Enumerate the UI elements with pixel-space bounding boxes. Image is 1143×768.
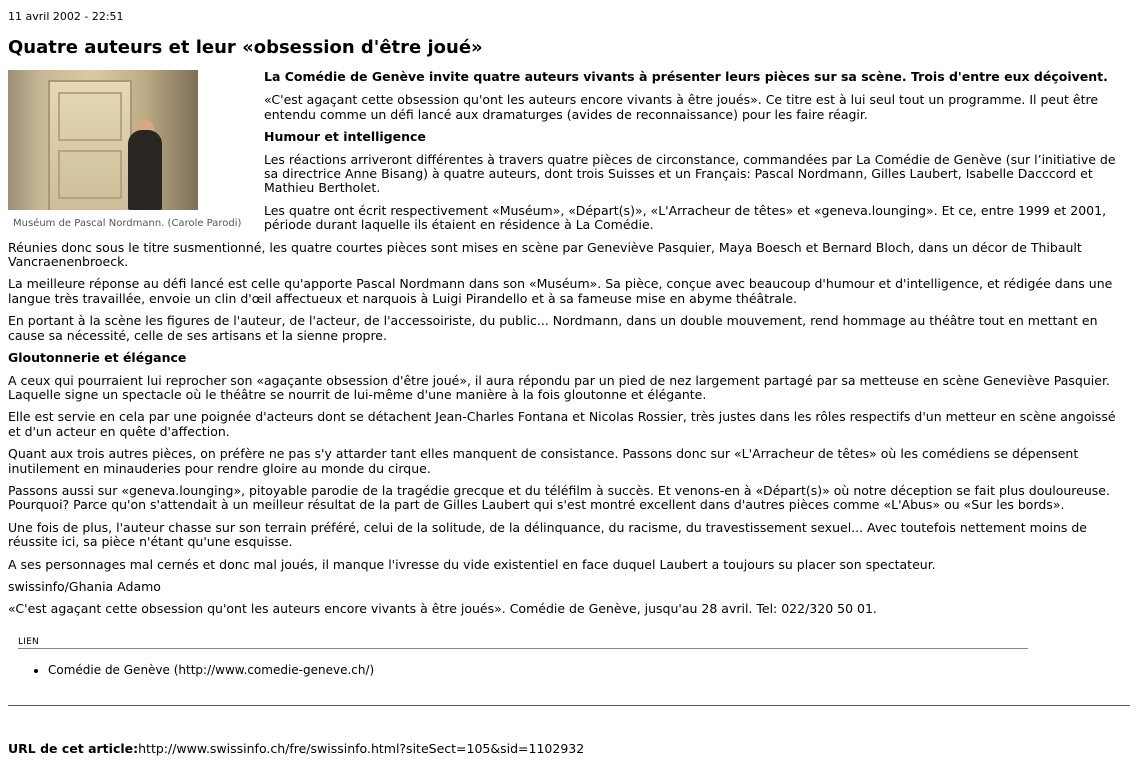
author-credit: swissinfo/Ghania Adamo xyxy=(8,578,161,594)
subheading: Gloutonnerie et élégance xyxy=(8,350,187,366)
paragraph: Réunies donc sous le titre susmentionné, les quatre courtes pièces sont mises en scène par Geneviève Pasquier, Maya Boesch et Bernard Bloch, dans un décor de Thibault Vancraenenbroeck. xyxy=(8,239,1082,270)
links-list xyxy=(18,663,1028,677)
paragraph: Les réactions arriveront différentes à travers quatre pièces de circonstance, commandées par La Comédie de Genève (sur l’initiative de sa directrice Anne Bisang) à quatre auteurs, dont trois Suisses et un Français: Pascal Nordmann, Gilles Laubert, Isabelle Dacccord et Mathieu Bertholet. xyxy=(264,151,1116,196)
link-comedie-geneve[interactable]: • Comédie de Genève (http://www.comedie-geneve.ch/) xyxy=(48,663,1028,677)
photo-door xyxy=(48,80,132,210)
paragraph: Elle est servie en cela par une poignée d'acteurs dont se détachent Jean-Charles Fontana et Nicolas Rossier, très justes dans les rôles respectifs d'un metteur en scène angoissé et d'un acteur en quête d'affection. xyxy=(8,409,1116,439)
article-url-label: URL de cet article: xyxy=(8,741,139,756)
article-url-line xyxy=(8,741,584,757)
paragraph: Les quatre ont écrit respectivement «Muséum», «Départ(s)», «L'Arracheur de têtes» et «geneva.lounging». Et ce, entre 1999 et 2001, période durant laquelle ils étaient en résidence à La Comédie. xyxy=(264,202,1107,233)
paragraph: «C'est agaçant cette obsession qu'ont les auteurs encore vivants à être joués». Ce titre est à lui seul tout un programme. Il peut être entendu comme un défi lancé aux dramaturges (avides de reconnaissance) pour les faire réagir. xyxy=(264,92,1099,122)
image-caption: Muséum de Pascal Nordmann. (Carole Parodi) xyxy=(13,218,242,229)
practical-info: «C'est agaçant cette obsession qu'ont les auteurs encore vivants à être joués». Comédie de Genève, jusqu'au 28 avril. Tel: 022/320 50 01. xyxy=(8,601,877,617)
article-url-value[interactable]: http://www.swissinfo.ch/fre/swissinfo.html?siteSect=105&sid=1102932 xyxy=(138,741,585,756)
article-date: 11 avril 2002 - 22:51 xyxy=(8,10,124,23)
paragraph: Une fois de plus, l'auteur chasse sur son terrain préféré, celui de la solitude, de la délinquance, du racisme, du travestissement sexuel... Avec toutefois nettement moins de réussite ici, sa pièce n'étant qu'une esquisse. xyxy=(8,519,1087,550)
paragraph: La meilleure réponse au défi lancé est celle qu'apporte Pascal Nordmann dans son «Muséum». Sa pièce, conçue avec beaucoup d'humour et d'intelligence, et rédigée dans une langue très travaillée, envoie un clin d'œil affectueux et narquois à Luigi Pirandello et à sa fameuse mise en abyme théâtrale. xyxy=(8,276,1113,306)
links-section xyxy=(18,636,1028,677)
paragraph: Quant aux trois autres pièces, on préfère ne pas s'y attarder tant elles manquent de consistance. Passons donc sur «L'Arracheur de têtes» où les comédiens se dépensent inutilement en minauderies pour rendre gloire au monde du cirque. xyxy=(8,446,1079,476)
paragraph: A ses personnages mal cernés et donc mal joués, il manque l'ivresse du vide existentiel en face duquel Laubert a toujours su placer son spectateur. xyxy=(8,556,936,572)
paragraph: A ceux qui pourraient lui reprocher son «agaçante obsession d'être joué», il aura répondu par un pied de nez largement partagé par sa metteuse en scène Geneviève Pasquier. Laquelle signe un spectacle où le théâtre se nourrit de lui-même d'une manière à la fois gloutonne et élégante. xyxy=(8,372,1110,402)
stage-photo xyxy=(8,70,198,210)
article-title: Quatre auteurs et leur «obsession d'être joué» xyxy=(8,37,483,58)
article-body xyxy=(8,70,1120,625)
paragraph: En portant à la scène les figures de l'auteur, de l'acteur, de l'accessoiriste, du public... Nordmann, dans un double mouvement, rend hommage au théâtre tout en mettant en cause sa nécessité, celle de ses artisans et la sienne propre. xyxy=(8,313,1098,343)
links-section-label: LIEN xyxy=(18,637,39,647)
footer-divider xyxy=(8,705,1130,706)
subheading: Humour et intelligence xyxy=(264,129,426,145)
article-lead: La Comédie de Genève invite quatre auteurs vivants à présenter leurs pièces sur sa scène. Trois d'entre eux déçoivent. xyxy=(264,69,1108,84)
paragraph: Passons aussi sur «geneva.lounging», pitoyable parodie de la tragédie grecque et du téléfilm à succès. Et venons-en à «Départ(s)» où notre déception se fait plus douloureuse. Pourquoi? Parce qu'on s'attendait à un meilleur résultat de la part de Gilles Laubert qui s'est montré excellent dans d'autres pièces comme «L'Abus» ou «Sur les bords». xyxy=(8,482,1110,513)
photo-actor xyxy=(128,130,162,210)
article-figure xyxy=(8,70,248,230)
links-divider xyxy=(18,648,1028,649)
